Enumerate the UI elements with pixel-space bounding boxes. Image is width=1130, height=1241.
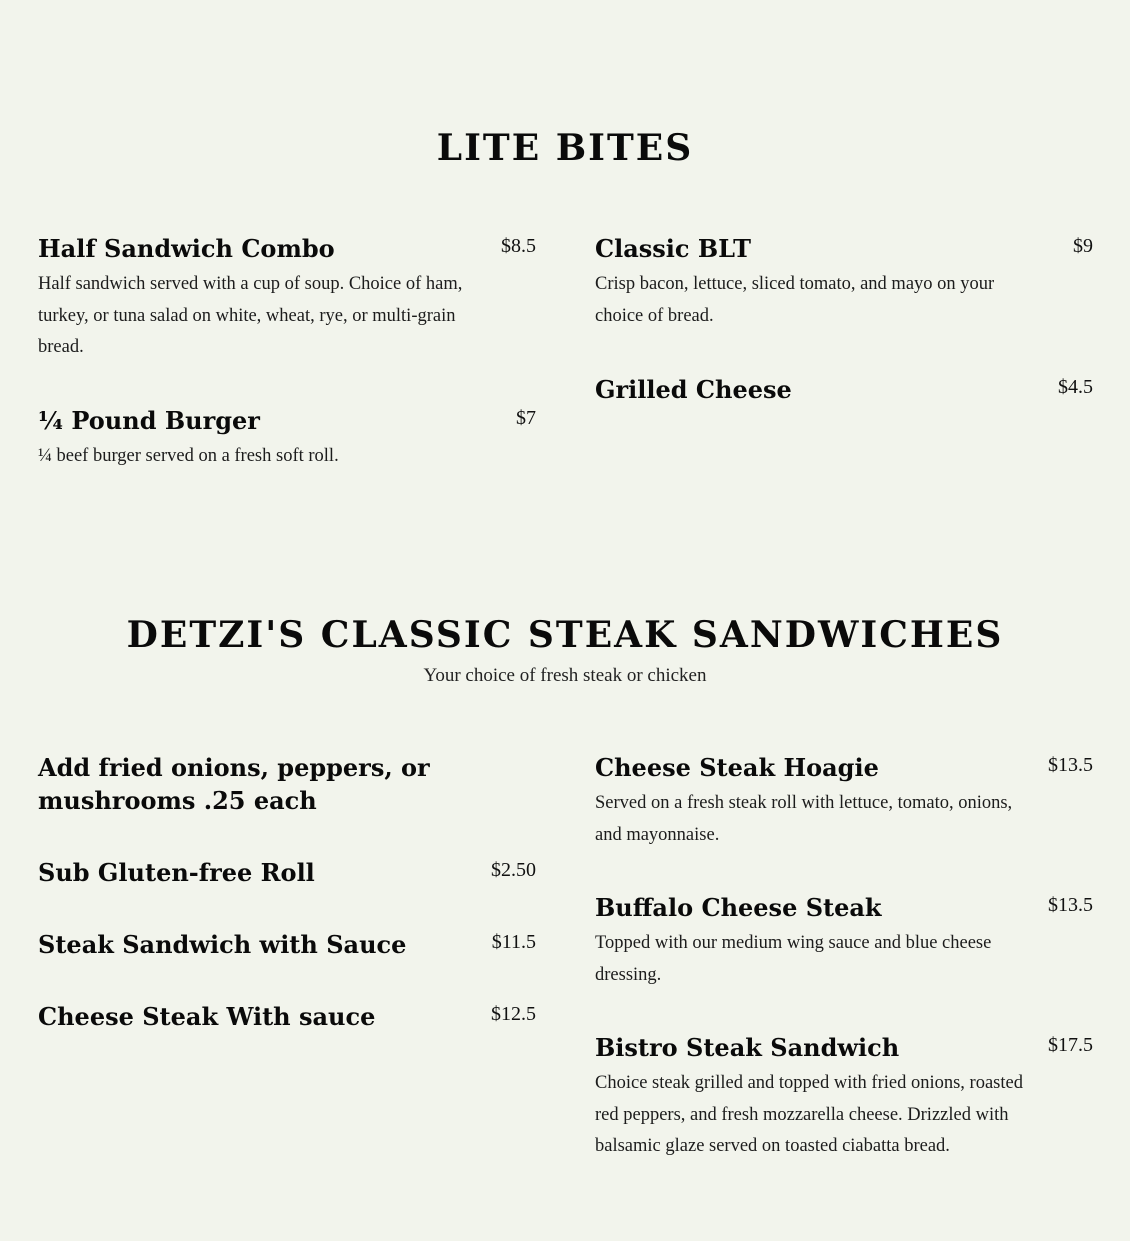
menu-item xyxy=(38,232,536,364)
menu-item-description: Served on a fresh steak roll with lettuce, tomato, onions, and mayonnaise. xyxy=(595,793,1013,845)
menu-item xyxy=(38,928,536,961)
section-title-steak-sandwiches: DETZI'S CLASSIC STEAK SANDWICHES xyxy=(126,614,1004,656)
menu-item-name: Buffalo Cheese Steak xyxy=(595,893,882,922)
menu-item-price: $17.5 xyxy=(1048,1034,1093,1056)
menu-item-price: $7 xyxy=(516,407,536,429)
menu-item-description: Crisp bacon, lettuce, sliced tomato, and mayo on your choice of bread. xyxy=(595,274,995,326)
menu-item-name: Grilled Cheese xyxy=(595,375,792,404)
menu-item-name: ¼ Pound Burger xyxy=(38,406,260,435)
menu-item-name: Sub Gluten-free Roll xyxy=(38,858,315,887)
menu-item-name: Half Sandwich Combo xyxy=(38,234,335,263)
menu-item xyxy=(595,1031,1093,1163)
menu-item-name: Bistro Steak Sandwich xyxy=(595,1033,900,1062)
menu-item-price: $13.5 xyxy=(1048,894,1093,916)
menu-item-price: $13.5 xyxy=(1048,754,1093,776)
menu-item-description: ¼ beef burger served on a fresh soft roll. xyxy=(38,446,339,466)
menu-item xyxy=(38,1000,536,1033)
menu-item-name: Cheese Steak With sauce xyxy=(38,1002,376,1031)
menu-item xyxy=(38,404,536,473)
menu-item-price: $8.5 xyxy=(501,235,536,257)
menu-item-description: Choice steak grilled and topped with fried onions, roasted red peppers, and fresh mozzarella cheese. Drizzled with balsamic glaze served on toasted ciabatta bread. xyxy=(595,1073,1023,1156)
menu-item-price: $12.5 xyxy=(491,1003,536,1025)
section-subtitle: Your choice of fresh steak or chicken xyxy=(423,665,707,686)
menu-item-name: Add fried onions, peppers, or mushrooms .25 each xyxy=(38,753,430,815)
menu-item-price: $4.5 xyxy=(1058,376,1093,398)
menu-item-description: Topped with our medium wing sauce and blue cheese dressing. xyxy=(595,933,992,985)
menu-item-name: Steak Sandwich with Sauce xyxy=(38,930,407,959)
menu-item xyxy=(38,856,536,889)
menu-item-name: Classic BLT xyxy=(595,234,751,263)
menu-item xyxy=(595,373,1093,406)
menu-item-price: $9 xyxy=(1073,235,1093,257)
menu-item xyxy=(595,891,1093,991)
menu-item xyxy=(38,751,536,817)
menu-item xyxy=(595,751,1093,851)
menu-item-price: $11.5 xyxy=(491,931,536,953)
menu-item xyxy=(595,232,1093,332)
menu-item-name: Cheese Steak Hoagie xyxy=(595,753,879,782)
menu-item-description: Half sandwich served with a cup of soup. Choice of ham, turkey, or tuna salad on white, wheat, rye, or multi-grain bread. xyxy=(38,274,463,357)
section-title-lite-bites: LITE BITES xyxy=(436,127,694,169)
menu-item-price: $2.50 xyxy=(491,859,536,881)
